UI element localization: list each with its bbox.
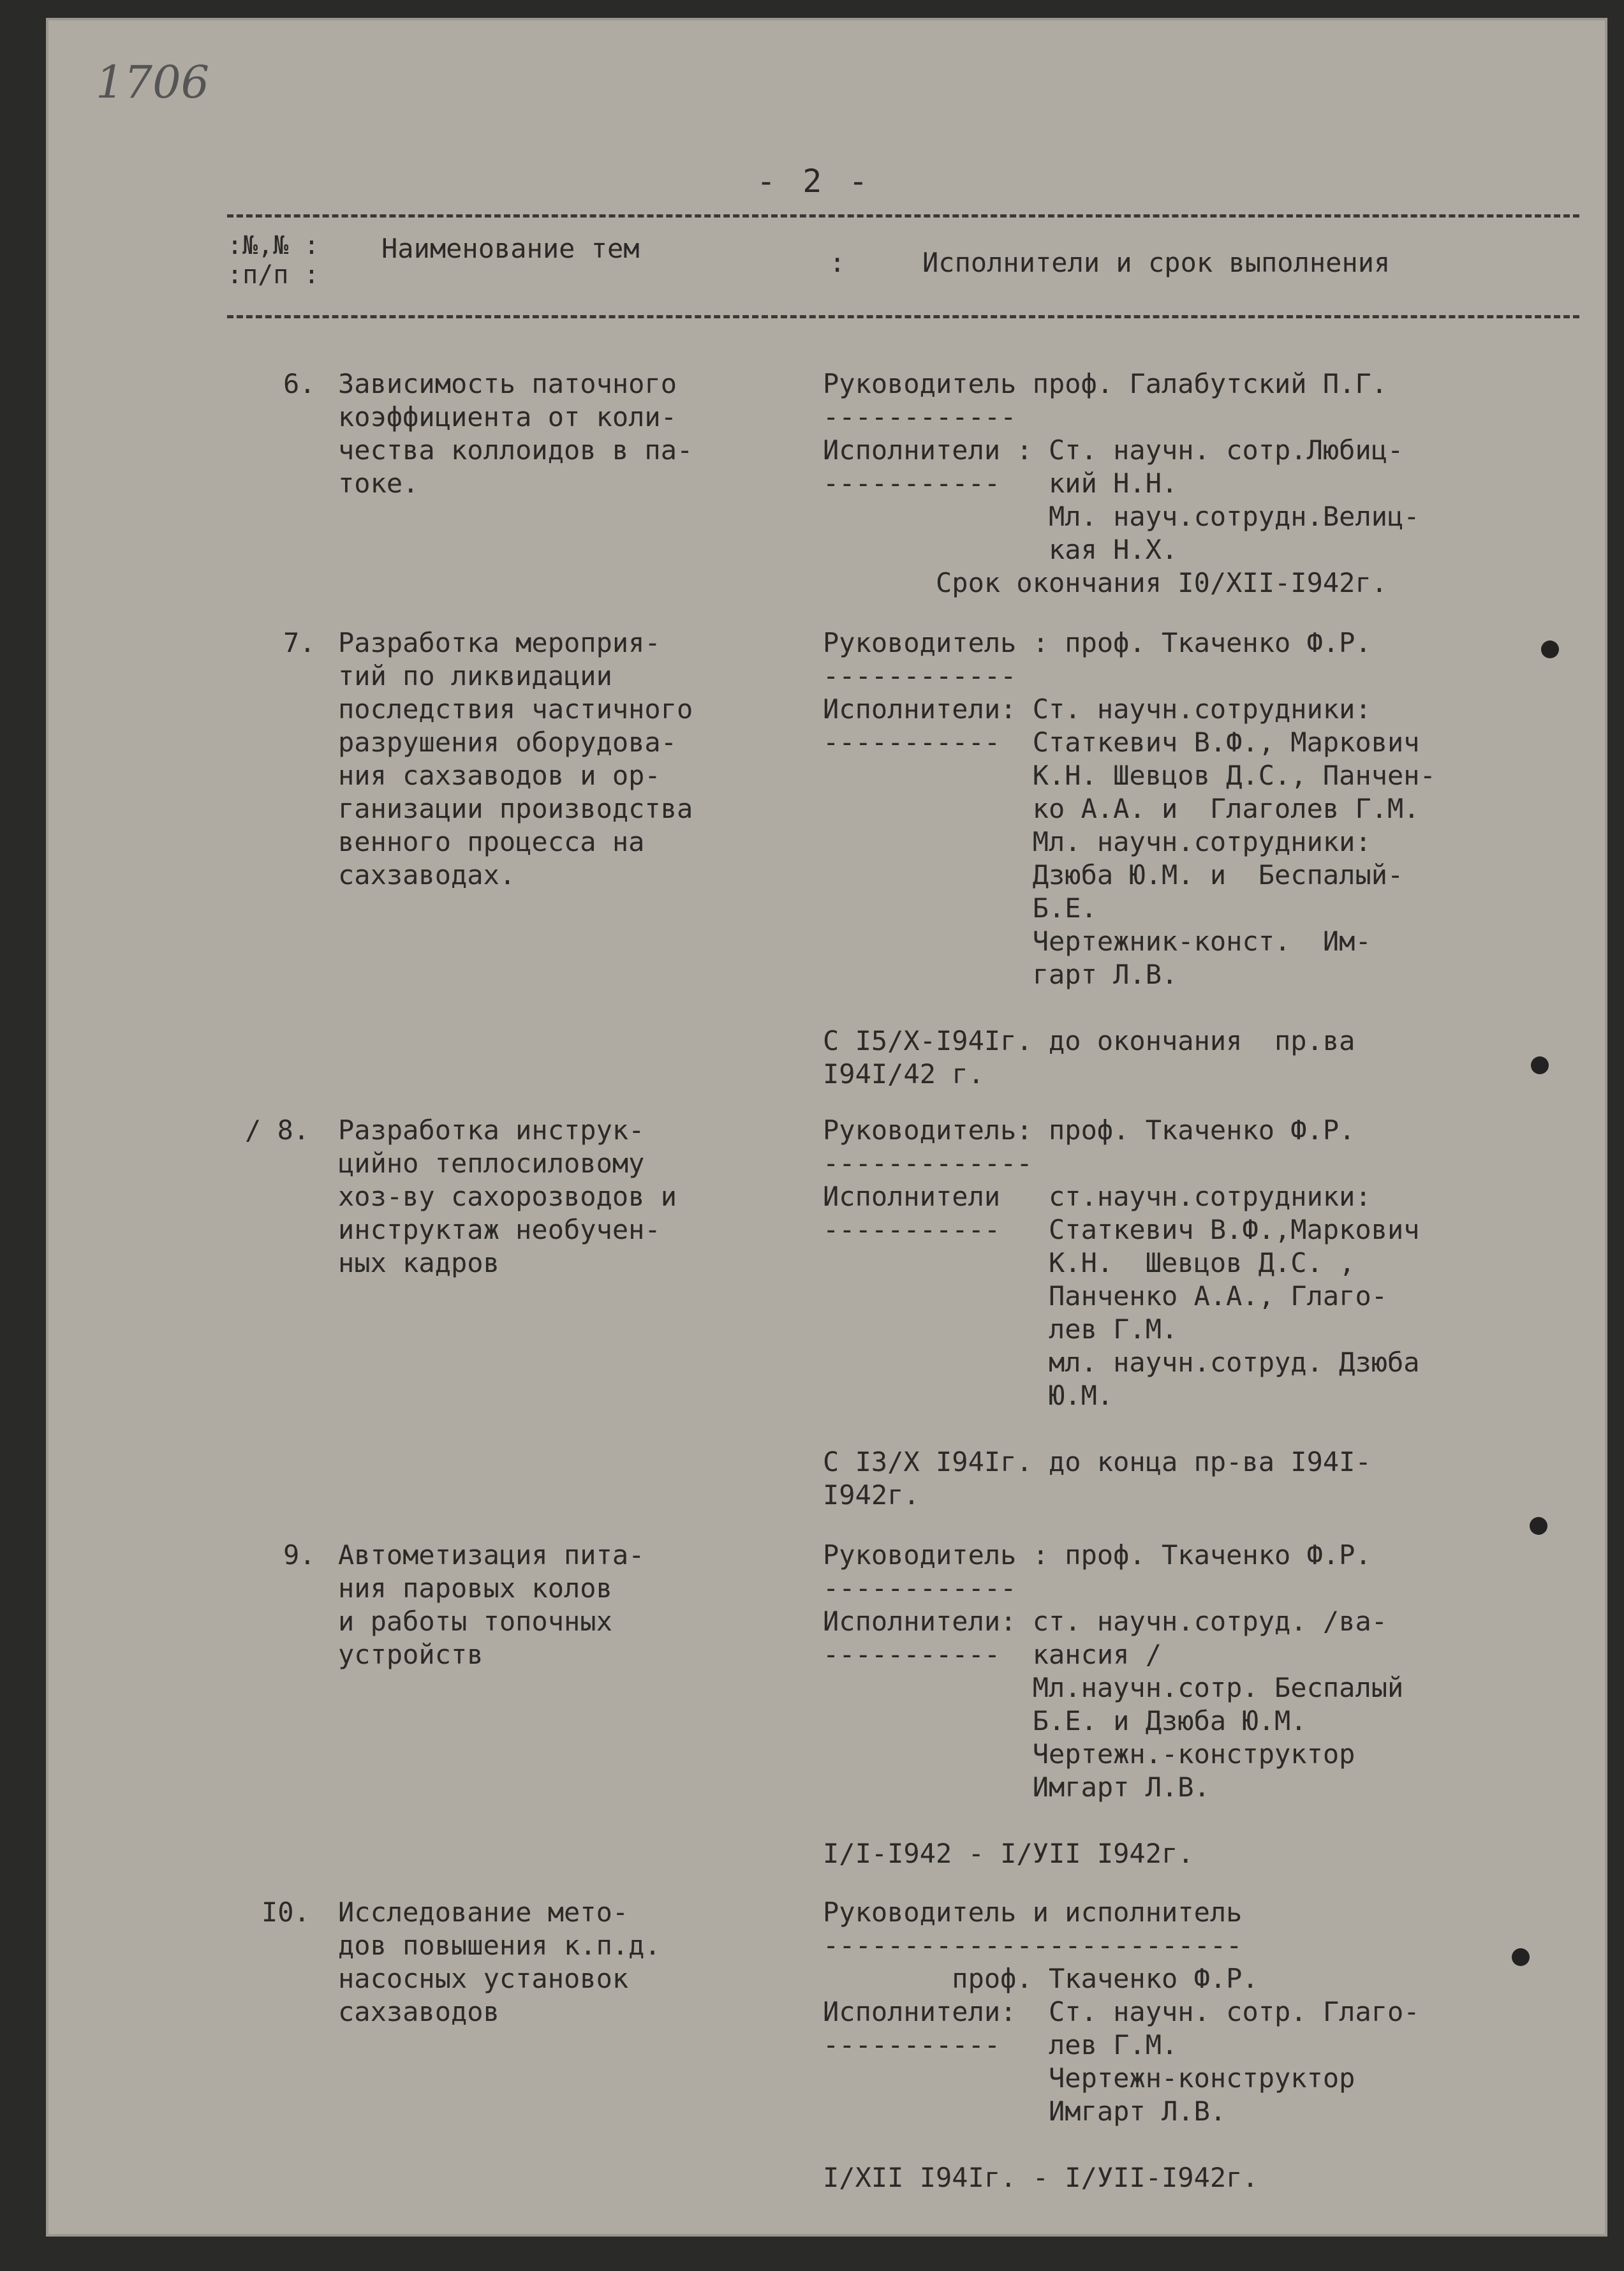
item-number: / 8. bbox=[245, 1114, 310, 1146]
item-topic: Разработка инструк- цийно теплосиловому хоз-ву сахорозводов и инструктаж необучен- ных кадров bbox=[338, 1114, 677, 1278]
punch-hole bbox=[1512, 1948, 1530, 1966]
item-executors: Руководитель : проф. Ткаченко Ф.Р. ------------ Исполнители: ст. научн.сотруд. /ва- ----------- кансия / Мл.научн.сотр. Беспалый Б.Е. и Дзюба Ю.М. Чертежн.-конструктор Имгарт Л.В. I/I-I942 - I/УII I942г. bbox=[823, 1539, 1404, 1869]
item-topic: Разработка мероприя- тий по ликвидации последствия частичного разрушения оборудова- ния сахзаводов и ор- ганизации производства венного процесса на сахзаводах. bbox=[338, 627, 693, 891]
header-rule-bottom bbox=[227, 315, 1579, 318]
item-executors: Руководитель и исполнитель -------------------------- проф. Ткаченко Ф.Р. Исполнители: Ст. научн. сотр. Глаго- ----------- лев Г.М. Чертежн-конструктор Имгарт Л.В. I/XII I94Iг. - I/УII-I942г. bbox=[823, 1897, 1420, 2193]
punch-hole bbox=[1530, 1517, 1547, 1535]
header-topic-col: Наименование тем bbox=[381, 233, 640, 264]
item-topic: Зависимость паточного коэффициента от коли- чества коллоидов в па- токе. bbox=[338, 368, 693, 499]
punch-hole bbox=[1541, 640, 1559, 658]
item-number: 7. bbox=[283, 627, 316, 658]
item-number: I0. bbox=[262, 1897, 310, 1928]
header-sep: : bbox=[829, 247, 846, 278]
header-rule-top bbox=[227, 214, 1579, 218]
item-topic: Исследование мето- дов повышения к.п.д. насосных установок сахзаводов bbox=[338, 1897, 661, 2027]
handwritten-number: 1706 bbox=[96, 56, 210, 108]
item-executors: Руководитель: проф. Ткаченко Ф.Р. ------------- Исполнители ст.научн.сотрудники: ----------- Статкевич В.Ф.,Маркович К.Н. Шевцов Д.С. , Панченко А.А., Глаго- лев Г.М. мл. научн.сотруд. Дзюба Ю.М. С I3/X I94Iг. до конца пр-ва I94I- I942г. bbox=[823, 1114, 1420, 1511]
item-topic: Автометизация пита- ния паровых колов и работы топочных устройств bbox=[338, 1539, 645, 1670]
item-executors: Руководитель : проф. Ткаченко Ф.Р. ------------ Исполнители: Ст. научн.сотрудники: ----------- Статкевич В.Ф., Маркович К.Н. Шевцов Д.С., Панчен- ко А.А. и Глаголев Г.М. Мл. научн.сотрудники: Дзюба Ю.М. и Беспалый- Б.Е. Чертежник-конст. Им- гарт Л.В. С I5/X-I94Iг. до окончания пр.ва I94I/42 г. bbox=[823, 627, 1436, 1090]
punch-hole bbox=[1531, 1056, 1549, 1074]
header-num-col: :№,№ : :п/п : bbox=[227, 231, 320, 290]
page-number: - 2 - bbox=[757, 163, 872, 200]
header-exec-col: Исполнители и срок выполнения bbox=[922, 247, 1391, 278]
item-number: 6. bbox=[283, 368, 316, 399]
item-number: 9. bbox=[283, 1539, 316, 1571]
item-executors: Руководитель проф. Галабутский П.Г. ------------ Исполнители : Ст. научн. сотр.Любиц- ----------- кий Н.Н. Мл. науч.сотрудн.Велиц- кая Н.Х. Срок окончания I0/XII-I942г. bbox=[823, 368, 1420, 598]
